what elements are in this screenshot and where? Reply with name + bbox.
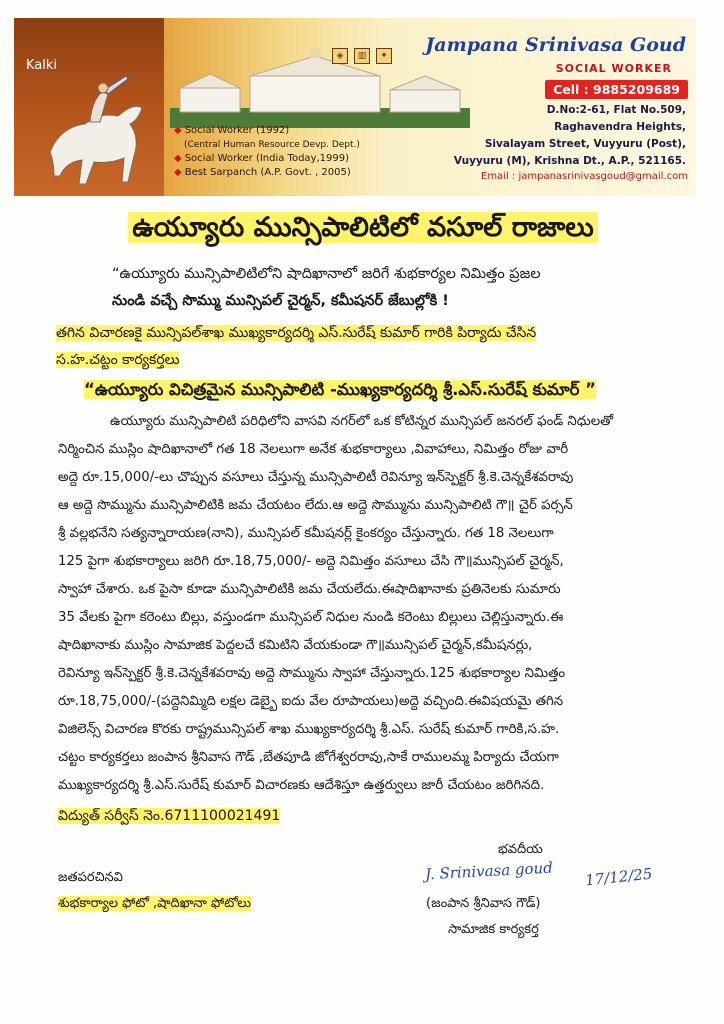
body-line: షాదిఖానాకు ముస్లిం సామాజిక పెద్దలచే కమిటిని వేయకుండా గౌ॥మున్సిపల్ చైర్మన్,కమీషనర్లు, xyxy=(58,638,533,653)
letterhead-banner xyxy=(14,18,696,196)
body-line: రూ.18,75,000/-(పద్దెనిమ్మిది లక్షల డెబ్బై ఐదు వేల రూపాయలు)అద్దె వచ్చింది.ఈవిషయమై తగిన xyxy=(58,694,564,709)
emblem-row xyxy=(332,48,392,64)
signatory-designation: సామాజిక కార్యకర్త xyxy=(448,922,539,937)
electricity-service-number: విద్యుత్ సర్వీస్ నెం.6711100021491 xyxy=(58,808,281,824)
letterhead-address xyxy=(454,102,686,170)
body-line: 125 పైగా శుభకార్యాలు జరిగి రూ.18,75,000/- అద్దె నిమిత్తం వసూలు చేసి గౌ॥మున్సిపల్ చైర్మన్, xyxy=(58,554,564,569)
kalki-panel xyxy=(14,18,164,196)
emblem-book-icon: ▥ xyxy=(354,48,370,64)
kalki-horse-rider-icon xyxy=(30,72,160,190)
award-item: ◆ Best Sarpanch (A.P. Govt. , 2005) xyxy=(174,167,351,178)
body-line: ముఖ్యకార్యదర్శి శ్రీ.ఎస్.సురేష్ కుమార్ విచారణకు ఆదేశిస్తూ ఉత్తర్వులు జారీ చేయటం జరిగినది. xyxy=(58,778,545,793)
letterhead-name: Jampana Srinivasa Goud xyxy=(425,34,686,56)
body-line: శ్రీ వల్లభనేని సత్యన్నారాయణ(నాని), మున్సిపల్ కమీషనర్ల్ కైంకర్యం చేస్తున్నారు. గత 18 నెలలుగా xyxy=(58,526,554,541)
intro-line-1: “ఉయ్యూరు మున్సిపాలిటిలోని షాదిఖానాలో జరిగే శుభకార్యల నిమిత్తం ప్రజల xyxy=(112,266,541,282)
complaint-line-1: తగిన విచారణకై మున్సిపల్‌శాఖ ముఖ్యకార్యదర్శి ఎస్.సురేష్ కుమార్ గారికి పిర్యాదు చేసిన xyxy=(56,325,537,341)
emblem-seal-icon: ✦ xyxy=(376,48,392,64)
award-item: ◆ Social Worker (1992) xyxy=(174,125,290,136)
letterhead-role: SOCIAL WORKER xyxy=(555,62,672,75)
body-line: ఉయ్యూరు మున్సిపాలిటి పరిధిలోని వాసవి నగర్‌లో ఒక కోటిన్నర మున్సిపల్ జనరల్ ఫండ్ నిధులతో xyxy=(110,414,614,429)
address-line: D.No:2-61, Flat No.509, xyxy=(546,104,686,116)
body-line: రెవిన్యూ ఇన్‌స్పెక్టర్ శ్రీ.కె.చెన్నకేశవరావు అద్దె సొమ్మును స్వాహా చేస్తున్నారు.125 శుభకార్యాల నిమిత్తం xyxy=(58,666,566,681)
letterhead-cell: Cell : 9885209689 xyxy=(545,80,688,99)
attachments-items: శుభకార్యాల ఫోటో ,షాదిఖానా ఫోటోలు xyxy=(58,896,251,911)
body-line: చట్టం కార్యకర్తలు జంపాన శ్రీనివాస గౌడ్ ,బేతపూడి జోగేశ్వరరావు,సాకే రాములమ్మ పిర్యాదు చేయగా xyxy=(58,750,559,765)
awards-list xyxy=(174,124,360,180)
body-line: విజిలెన్స్ విచారణ కొరకు రాష్ట్రమున్సిపల్ శాఖ ముఖ్యకార్యదర్శి శ్రీ.ఎస్. సురేష్ కుమార్ గారికి,స.హ. xyxy=(58,722,560,737)
address-line: Raghavendra Heights, xyxy=(554,121,686,133)
intro-line-2: నుండి వచ్చే సొమ్ము మున్సిపల్ చైర్మన్, కమీషనర్ జేబుల్లోకి ! xyxy=(112,293,449,309)
letterhead-email: Email : jampanasrinivasgoud@gmail.com xyxy=(481,171,688,182)
award-sub: (Central Human Resource Devp. Dept.) xyxy=(184,140,360,150)
address-line: Vuyyuru (M), Krishna Dt., A.P., 521165. xyxy=(453,155,686,167)
closing-yours: భవదీయ xyxy=(498,842,543,857)
signatory-name: (జంపాన శ్రీనివాస గౌడ్) xyxy=(426,896,541,911)
complaint-line-2: స.హ.చట్టం కార్యకర్తలు xyxy=(56,352,180,368)
award-item: ◆ Social Worker (India Today,1999) xyxy=(174,153,350,164)
body-line: నిర్మించిన ముస్లిం షాదిఖానాలో గత 18 నెలలుగా అనేక శుభకార్యాలు ,వివాహాలు, నిమిత్తం రోజు వారీ xyxy=(58,442,569,457)
temple-image-icon xyxy=(170,48,470,128)
bullet-icon: ◆ xyxy=(174,125,182,136)
address-line: Sivalayam Street, Vuyyuru (Post), xyxy=(484,138,686,150)
signature-date: 17/12/25 xyxy=(584,864,654,890)
attachments-label: జతపరచినవి xyxy=(58,870,123,885)
kalki-label: Kalki xyxy=(26,58,58,73)
letter-title: ఉయ్యూరు మున్సిపాలిటిలో వసూల్ రాజాలు xyxy=(76,210,650,246)
body-line: 35 వేలకు పైగా కరెంటు బిల్లు, వస్తుండగా మున్సిపల్ నిధుల నుండి కరెంటు బిల్లులు చెల్లిస్తున్నారు.ఈ xyxy=(58,610,564,625)
handwritten-signature: J. Srinivasa goud xyxy=(424,858,554,884)
bullet-icon: ◆ xyxy=(174,153,182,164)
emblem-badge-icon: ◈ xyxy=(332,48,348,64)
body-line: స్వాహా చేశారు. ఒక పైసా కూడా మున్సిపాలిటికి జమ చేయలేదు.ఈషాదిఖానాకు ప్రతినెలకు సుమారు xyxy=(58,582,561,597)
bullet-icon: ◆ xyxy=(174,167,182,178)
subtitle: “ఉయ్యూరు విచిత్రమైన మున్సిపాలిటి -ముఖ్యకార్యదర్శి శ్రీ.ఎస్.సురేష్ కుమార్ ” xyxy=(84,380,597,399)
body-line: అద్దె రూ.15,000/-లు చొప్పున వసూలు చేస్తున్న మున్సిపాలిటీ రెవిన్యూ ఇన్‌స్పెక్టర్ శ్రీ.కె.చెన్నకేశవరావు xyxy=(58,470,574,485)
body-line: ఆ అద్దె సొమ్మును మున్సిపాలిటికి జమ చేయటం లేదు.ఆ అద్దె సొమ్మును మున్సిపాలిటి గౌ॥ చైర్ పర్సన్ xyxy=(58,498,573,513)
